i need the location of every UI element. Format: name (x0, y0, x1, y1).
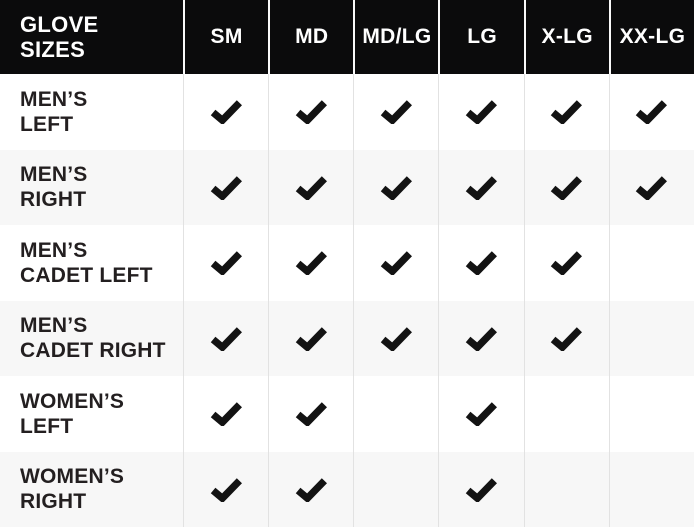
table-row-womens-right (0, 452, 694, 527)
check-icon (295, 250, 328, 275)
empty-cell (353, 452, 438, 527)
check-cell (183, 452, 268, 527)
check-cell (609, 74, 694, 150)
table-title-line2: SIZES (20, 37, 86, 62)
table-title (0, 0, 183, 74)
column-header-md: MD (268, 0, 353, 74)
column-header-sm: SM (183, 0, 268, 74)
check-icon (550, 326, 583, 351)
column-header-xlg: X-LG (524, 0, 609, 74)
check-icon (465, 175, 498, 200)
check-icon (295, 477, 328, 502)
column-header-lg: LG (438, 0, 523, 74)
check-cell (183, 150, 268, 226)
empty-cell (524, 452, 609, 527)
check-cell (183, 301, 268, 377)
row-label-line1: WOMEN’S (20, 389, 125, 413)
check-icon (550, 99, 583, 124)
check-icon (210, 99, 243, 124)
empty-cell (524, 376, 609, 452)
check-cell (438, 225, 523, 301)
row-label-line1: WOMEN’S (20, 465, 125, 489)
check-icon (210, 401, 243, 426)
check-icon (465, 477, 498, 502)
row-label-line2: CADET RIGHT (20, 339, 166, 363)
check-icon (210, 477, 243, 502)
check-icon (295, 326, 328, 351)
empty-cell (609, 452, 694, 527)
check-cell (268, 225, 353, 301)
empty-cell (609, 225, 694, 301)
check-cell (268, 301, 353, 377)
check-icon (295, 175, 328, 200)
row-label-line1: MEN’S (20, 87, 88, 111)
check-icon (380, 326, 413, 351)
check-cell (353, 301, 438, 377)
row-label (0, 301, 183, 377)
check-icon (380, 250, 413, 275)
row-label (0, 452, 183, 527)
check-icon (465, 401, 498, 426)
check-cell (438, 376, 523, 452)
check-icon (635, 99, 668, 124)
row-label-line1: MEN’S (20, 314, 88, 338)
table-header-row (0, 0, 694, 74)
check-cell (524, 225, 609, 301)
table-row-mens-cadet-right (0, 301, 694, 377)
check-cell (438, 150, 523, 226)
check-icon (550, 250, 583, 275)
check-cell (353, 74, 438, 150)
table-title-line1: GLOVE (20, 12, 99, 37)
check-icon (465, 250, 498, 275)
check-cell (183, 376, 268, 452)
check-cell (438, 301, 523, 377)
check-icon (210, 326, 243, 351)
check-cell (183, 74, 268, 150)
check-icon (465, 326, 498, 351)
row-label-line2: CADET LEFT (20, 263, 153, 287)
check-cell (524, 150, 609, 226)
check-cell (353, 225, 438, 301)
column-header-xxlg: XX-LG (609, 0, 694, 74)
empty-cell (353, 376, 438, 452)
table-row-womens-left (0, 376, 694, 452)
check-icon (380, 175, 413, 200)
row-label-line1: MEN’S (20, 238, 88, 262)
row-label-line2: LEFT (20, 414, 74, 438)
check-cell (609, 150, 694, 226)
check-cell (268, 376, 353, 452)
check-icon (550, 175, 583, 200)
check-icon (635, 175, 668, 200)
check-icon (380, 99, 413, 124)
row-label-line2: LEFT (20, 112, 74, 136)
row-label (0, 225, 183, 301)
empty-cell (609, 301, 694, 377)
check-cell (524, 301, 609, 377)
check-cell (268, 150, 353, 226)
row-label-line1: MEN’S (20, 163, 88, 187)
check-icon (295, 401, 328, 426)
row-label (0, 376, 183, 452)
check-cell (524, 74, 609, 150)
row-label (0, 74, 183, 150)
table-row-mens-left (0, 74, 694, 150)
check-cell (353, 150, 438, 226)
empty-cell (609, 376, 694, 452)
row-label (0, 150, 183, 226)
row-label-line2: RIGHT (20, 188, 87, 212)
check-cell (268, 452, 353, 527)
row-label-line2: RIGHT (20, 490, 87, 514)
table-row-mens-cadet-left (0, 225, 694, 301)
table-row-mens-right (0, 150, 694, 226)
check-icon (465, 99, 498, 124)
check-cell (438, 74, 523, 150)
column-header-mdlg: MD/LG (353, 0, 438, 74)
check-icon (295, 99, 328, 124)
check-icon (210, 175, 243, 200)
check-cell (268, 74, 353, 150)
check-cell (438, 452, 523, 527)
check-cell (183, 225, 268, 301)
check-icon (210, 250, 243, 275)
